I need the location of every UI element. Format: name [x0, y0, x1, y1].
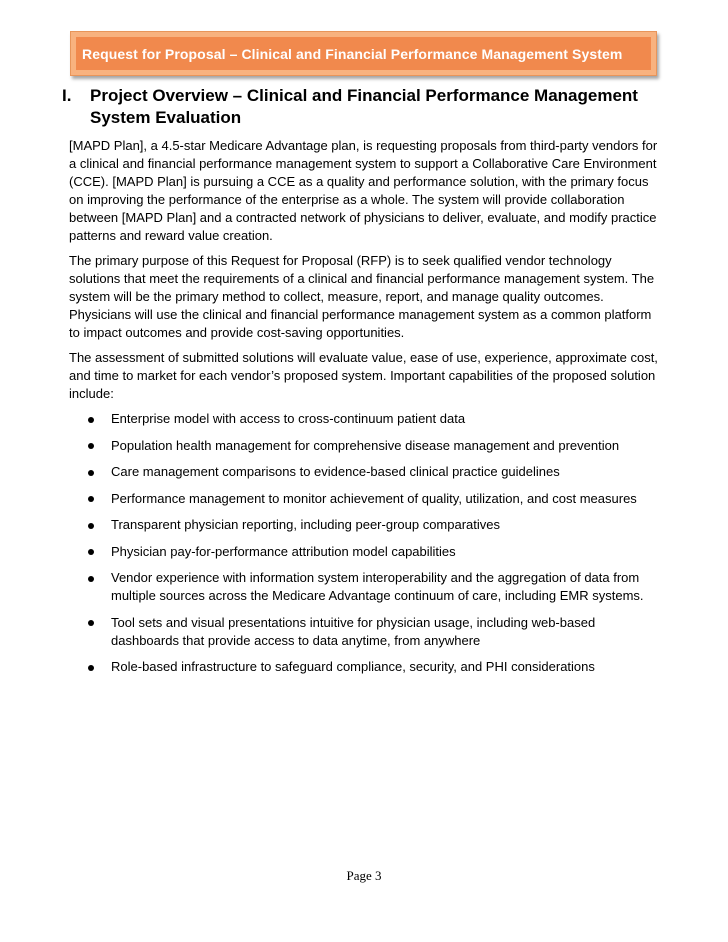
list-item-text: Physician pay-for-performance attribution model capabilities [111, 543, 456, 559]
bullet-icon [88, 443, 94, 449]
bullet-icon [88, 496, 94, 502]
bullet-icon [88, 523, 94, 529]
list-item [69, 516, 661, 534]
bullet-icon [88, 576, 94, 582]
bullet-icon [88, 470, 94, 476]
list-item [69, 437, 661, 455]
section-heading [62, 85, 662, 129]
bullet-icon [88, 665, 94, 671]
section-number: I. [62, 86, 72, 105]
list-item-text: Role-based infrastructure to safeguard compliance, security, and PHI considerations [111, 659, 595, 674]
page-number: Page 3 [346, 868, 382, 883]
list-item-text: Tool sets and visual presentations intuitive for physician usage, including web-based dashboards that provide access to data anytime, from anywhere [111, 614, 596, 648]
list-item-text: Enterprise model with access to cross-continuum patient data [111, 411, 466, 426]
list-item [69, 490, 661, 508]
list-item [69, 543, 661, 561]
document-title: Request for Proposal – Clinical and Financial Performance Management System [82, 45, 623, 62]
list-item [69, 569, 661, 605]
list-item [69, 410, 661, 428]
list-item-text: Vendor experience with information system interoperability and the aggregation of data from multiple sources across the Medicare Advantage continuum of care, including EMR systems. [111, 570, 644, 603]
bullet-icon [88, 549, 94, 555]
list-item-text: Population health management for comprehensive disease management and prevention [111, 437, 620, 453]
section-title: Project Overview – Clinical and Financial Performance Management System Evaluation [90, 86, 638, 127]
list-item [69, 614, 661, 650]
list-item-text: Transparent physician reporting, including peer-group comparatives [111, 517, 501, 532]
header-banner [70, 31, 657, 76]
list-item [69, 658, 661, 676]
header-banner-inner [76, 37, 651, 70]
paragraph-assessment: The assessment of submitted solutions will evaluate value, ease of use, experience, approximate cost, and time to market for each vendor’s proposed system. Important capabilities of the proposed solution include: [69, 350, 658, 401]
list-item [69, 463, 661, 481]
paragraph-intro: [MAPD Plan], a 4.5-star Medicare Advantage plan, is requesting proposals from third-party vendors for a clinical and financial performance management system to support a Collaborative Care Environment (CCE). [MAPD Plan] is pursuing a CCE as a quality and performance solution, with the primary focus on improving the performance of the enterprise as a whole. The system will provide collaboration between [MAPD Plan] and a contracted network of physicians to deliver, evaluate, and modify practice patterns and reward value creation. [69, 138, 658, 243]
paragraph-purpose: The primary purpose of this Request for Proposal (RFP) is to seek qualified vendor technology solutions that meet the requirements of a clinical and financial performance management system. The system will be the primary method to collect, measure, report, and manage quality outcomes. Physicians will use the clinical and financial performance management system as a common platform to impact outcomes and provide cost-saving opportunities. [69, 253, 655, 340]
bullet-icon [88, 417, 94, 423]
list-item-text: Care management comparisons to evidence-based clinical practice guidelines [111, 464, 560, 479]
capabilities-list [69, 410, 661, 676]
list-item-text: Performance management to monitor achievement of quality, utilization, and cost measures [111, 490, 637, 506]
body-content [69, 137, 661, 685]
bullet-icon [88, 620, 94, 626]
